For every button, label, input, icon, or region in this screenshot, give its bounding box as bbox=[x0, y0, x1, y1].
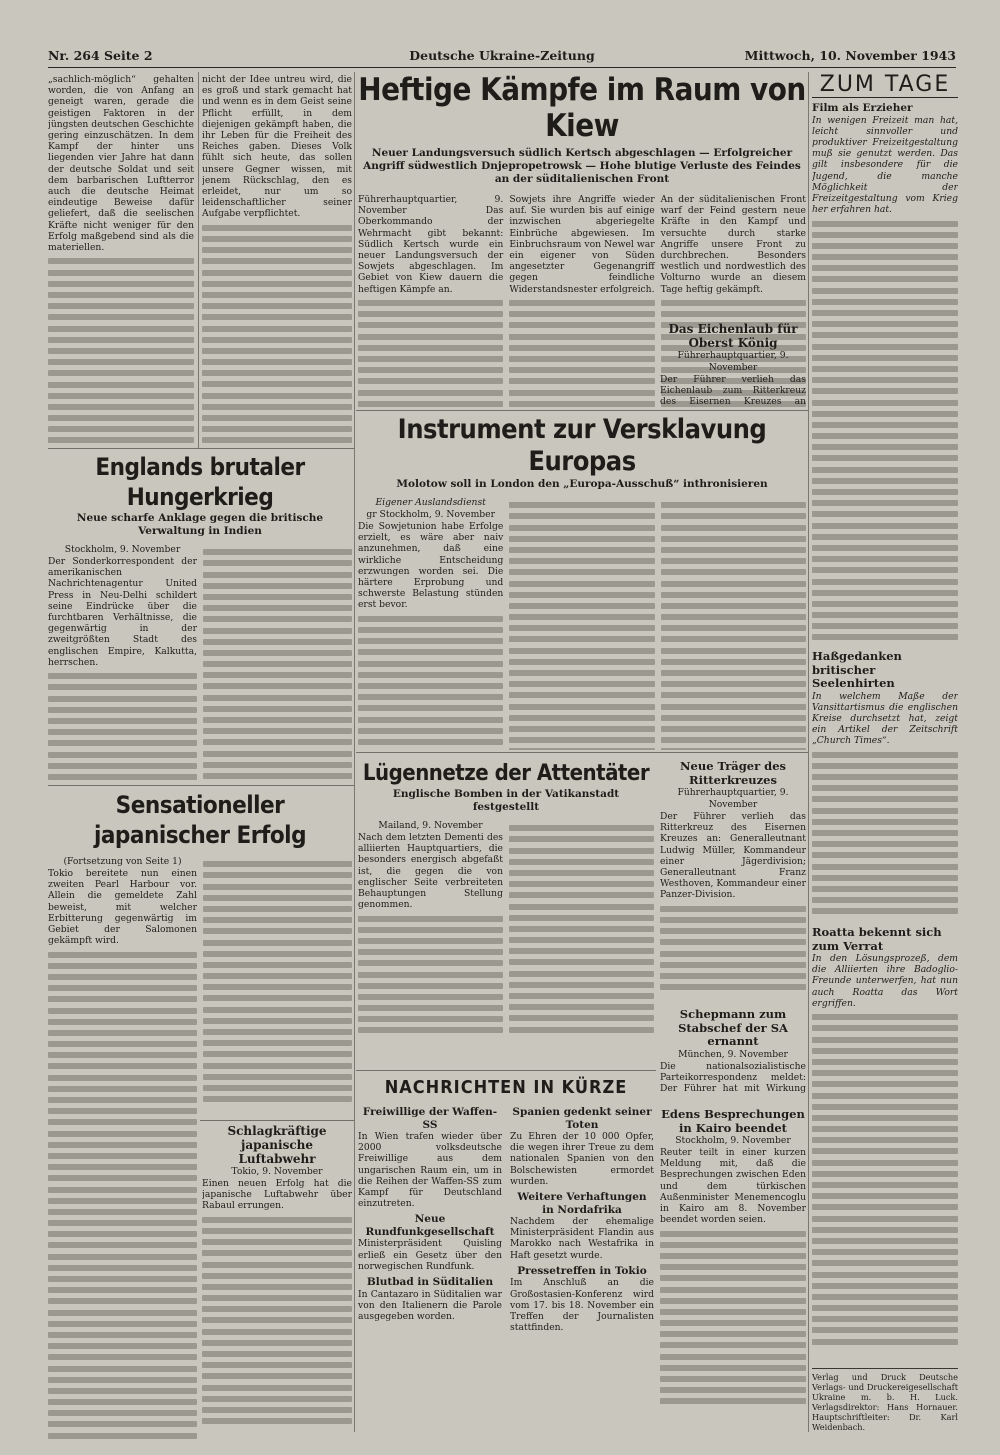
byline: Eigener Auslandsdienst bbox=[375, 497, 486, 508]
continuation-note: (Fortsetzung von Seite 1) bbox=[63, 856, 182, 867]
article-roatta bbox=[812, 926, 958, 1362]
subheadline: Neue scharfe Anklage gegen die britische Verwaltung in Indien bbox=[76, 512, 324, 537]
article-text: Reuter teilt in einer kurzen Meldung mit, daß die Besprechungen zwischen Eden und dem türkischen Außenminister Menemencoglu in Kairo am 8. November beendet worden seien. bbox=[660, 1147, 806, 1226]
subheadline: Englische Bomben in der Vatikanstadt festgestellt bbox=[392, 788, 620, 813]
article-text: Sowjets ihre Angriffe wieder auf. Sie wurden bis auf einige inzwischen abgeriegelte Einbrüche abgewiesen. Im Einbruchsraum von Newel war ein eigener von Süden angesetzter Gegenangriff gegen feindliche Widerstandsnester erfolgreich. bbox=[509, 194, 655, 295]
headline: Edens Besprechungen in Kairo beendet bbox=[661, 1108, 805, 1135]
dateline: Führerhauptquartier, 9. November bbox=[677, 787, 789, 810]
headline: Roatta bekennt sich zum Verrat bbox=[812, 926, 942, 953]
headline: Schlagkräftige japanische Luftabwehr bbox=[227, 1124, 327, 1166]
article-luegennetze bbox=[358, 760, 654, 1066]
issue-date: Mittwoch, 10. November 1943 bbox=[744, 48, 956, 63]
headline: Film als Erzieher bbox=[812, 102, 913, 114]
section-title: ZUM TAGE bbox=[812, 72, 958, 98]
headline: Schepmann zum Stabschef der SA ernannt bbox=[678, 1008, 788, 1048]
headline: Instrument zur Versklavung Europas bbox=[397, 414, 767, 477]
article-england bbox=[48, 452, 352, 782]
masthead bbox=[48, 46, 956, 68]
news-item-text: In Wien trafen wieder über 2000 volksdeutsche Freiwillige aus dem ungarischen Raum ein, um in die Reihen der Waffen-SS zum Kampf für Deutschland einzutreten. bbox=[358, 1131, 502, 1210]
article-hassgedanken bbox=[812, 650, 958, 920]
article-edens bbox=[660, 1108, 806, 1432]
article-continuation-second bbox=[202, 74, 352, 446]
article-text: Der Führer verlieh das Ritterkreuz des Eisernen Kreuzes an: Generalleutnant Ludwig Müller, Kommandeur einer Jägerdivision; Generalleutnant Franz Westhoven, Kommandeur einer Panzer-Division. bbox=[660, 811, 806, 901]
article-text: Einen neuen Erfolg hat die japanische Luftabwehr über Rabaul errungen. bbox=[202, 1178, 352, 1212]
article-text: In welchem Maße der Vansittartismus die englischen Kreise durchsetzt hat, zeigt ein Artikel der Zeitschrift „Church Times“. bbox=[812, 690, 958, 747]
article-text: Die nationalsozialistische Parteikorrespondenz meldet: Der Führer hat mit Wirkung bbox=[660, 1060, 806, 1094]
article-text: Nach dem letzten Dementi des alliierten Hauptquartiers, die besonders energisch abgefaßt ist, die gegen die von englischer Seite verbreiteten Behauptungen Stellung genommen. bbox=[358, 832, 503, 911]
dateline: Führerhauptquartier, 9. November bbox=[677, 350, 789, 373]
impressum bbox=[812, 1368, 958, 1432]
news-item-text: Zu Ehren der 10 000 Opfer, die wegen ihrer Treue zu dem nationalen Spanien von den Bolschewisten ermordet wurden. bbox=[510, 1131, 654, 1187]
issue-number: Nr. 264 Seite 2 bbox=[48, 48, 153, 63]
article-nachrichten bbox=[358, 1076, 654, 1436]
dateline: München, 9. November bbox=[678, 1048, 788, 1060]
article-instrument bbox=[358, 414, 806, 750]
dateline: Mailand, 9. November bbox=[378, 820, 483, 831]
article-eichenlaub bbox=[660, 322, 806, 408]
headline: Heftige Kämpfe im Raum von Kiew bbox=[358, 72, 806, 144]
news-item-title: Blutbad in Süditalien bbox=[366, 1276, 494, 1289]
article-text: Der Sonderkorrespondent der amerikanischen Nachrichtenagentur United Press in Neu-Delhi schildert seine Eindrücke über die furchtbaren Verhältnisse, die gegenwärtig in der zweitgrößten Stadt des englischen Empire, Kalkutta, herrschen. bbox=[48, 556, 197, 668]
news-item-text: In Cantazaro in Süditalien war von den Italienern die Parole ausgegeben worden. bbox=[358, 1288, 502, 1322]
headline: Neue Träger des Ritterkreuzes bbox=[680, 760, 786, 787]
news-item-text: Im Anschluß an die Großostasien-Konferenz wird vom 17. bis 18. November ein Treffen der Journalisten stattfinden. bbox=[510, 1277, 654, 1334]
news-item-text: Ministerpräsident Quisling erließ ein Gesetz über den norwegischen Rundfunk. bbox=[358, 1238, 502, 1272]
headline: Das Eichenlaub für Oberst König bbox=[668, 322, 798, 350]
news-item-title: Pressetreffen in Tokio bbox=[517, 1264, 647, 1277]
newspaper-title: Deutsche Ukraine-Zeitung bbox=[409, 48, 595, 63]
article-text: Der Führer verlieh das Eichenlaub zum Ritterkreuz des Eisernen Kreuzes an bbox=[660, 374, 806, 408]
article-text: Die Sowjetunion habe Erfolge erzielt, es wäre aber naiv anzunehmen, daß eine wirkliche Entscheidung erzwungen worden sei. Die härtere Erprobung und schwerste Belastung stünden erst bevor. bbox=[358, 521, 504, 611]
article-text: nicht der Idee untreu wird, die es groß und stark gemacht hat und wenn es in dem Geist seine Pflicht erfüllt, in dem diejenigen gekämpft haben, die ihr Leben für die Freiheit des Reiches gaben. Dieses Volk fühlt sich heute, das sollen unsere Gegner wissen, mit jenem Rückschlag, den es erleidet, nur um so leidenschaftlicher seiner Aufgabe verpflichtet. bbox=[202, 74, 352, 220]
article-text: Tokio bereitete nun einen zweiten Pearl Harbour vor. Allein die gemeldete Zahl beweist, mit welcher Erbitterung gegenwärtig im Gebiet der Salomonen gekämpft wird. bbox=[48, 868, 197, 947]
article-continuation-left bbox=[48, 74, 194, 446]
article-text: In den Lösungsprozeß, dem die Alliierten ihre Badoglio-Freunde unterwerfen, hat nun auch Roatta das Wort ergriffen. bbox=[812, 953, 958, 1009]
impressum-text: Verlag und Druck Deutsche Verlags- und Druckereigesellschaft Ukraine m. b. H. Luck. Verlagsdirektor: Hans Hornauer. Hauptschriftleiter: Dr. Karl Weidenbach. bbox=[812, 1372, 958, 1432]
article-zum-tage bbox=[812, 72, 958, 642]
dateline: Tokio, 9. November bbox=[231, 1166, 323, 1177]
dateline: Stockholm, 9. November bbox=[64, 544, 181, 555]
article-text: An der süditalienischen Front warf der Feind gestern neue Kräfte in den Kampf und versuchte durch starke Angriffe unsere Front zu durchbrechen. Besonders westlich und nordwestlich des Volturno wurde an diesem Tage heftig gekämpft. bbox=[660, 194, 806, 295]
dateline: Stockholm, 9. November bbox=[675, 1135, 791, 1146]
headline: Sensationeller japanischer Erfolg bbox=[93, 791, 307, 849]
headline: NACHRICHTEN IN KÜRZE bbox=[384, 1077, 628, 1098]
news-item-title: Spanien gedenkt seiner Toten bbox=[512, 1106, 652, 1131]
article-schepmann bbox=[660, 1008, 806, 1094]
headline: Haßgedanken britischer Seelenhirten bbox=[812, 650, 902, 690]
article-ritterkreuz bbox=[660, 760, 806, 1004]
dateline: gr Stockholm, 9. November bbox=[366, 509, 495, 520]
news-item-title: Freiwillige der Waffen-SS bbox=[362, 1106, 498, 1131]
subheadline: Molotow soll in London den „Europa-Ausschuß“ inthronisieren bbox=[396, 478, 768, 490]
article-text: „sachlich-möglich“ gehalten worden, die von Anfang an geneigt waren, gerade die geistigen Faktoren in der jüngsten deutschen Geschichte gering einzuschätzen. In dem Kampf der hinter uns liegenden vier Jahre hat dann der deutsche Soldat und seit dem barbarischen Luftterror auch die deutsche Heimat eindeutige Beweise dafür geliefert, daß die seelischen Kräfte nicht weniger für den Erfolg maßgebend sind als die materiellen. bbox=[48, 74, 194, 254]
headline: Englands brutaler Hungerkrieg bbox=[95, 453, 305, 511]
headline: Lügennetze der Attentäter bbox=[362, 761, 650, 786]
article-luftabwehr bbox=[202, 1124, 352, 1424]
article-text: In wenigen Freizeit man hat, leicht sinnvoller und produktiver Freizeitgestaltung muß sie genutzt werden. Das gilt insbesondere für die Jugend, die manche Möglichkeit der Freizeitgestaltung vom Krieg her erfahren hat. bbox=[812, 114, 958, 216]
news-item-title: Neue Rundfunkgesellschaft bbox=[365, 1213, 495, 1238]
subheadline: Neuer Landungsversuch südlich Kertsch abgeschlagen — Erfolgreicher Angriff südwestlich Dnjepropetrowsk — Hohe blutige Verluste des Feindes an der süditalienischen Front bbox=[363, 147, 801, 185]
news-item-title: Weitere Verhaftungen in Nordafrika bbox=[517, 1191, 647, 1216]
news-item-text: Nachdem der ehemalige Ministerpräsident Flandin aus Marokko nach Westafrika in Haft gesetzt wurde. bbox=[510, 1216, 654, 1261]
article-text: Führerhauptquartier, 9. November Das Oberkommando der Wehrmacht gibt bekannt: Südlich Kertsch wurde ein neuer Landungsversuch der Sowjets abgeschlagen. Im Gebiet von Kiew dauern die heftigen Kämpfe an. bbox=[358, 194, 504, 295]
